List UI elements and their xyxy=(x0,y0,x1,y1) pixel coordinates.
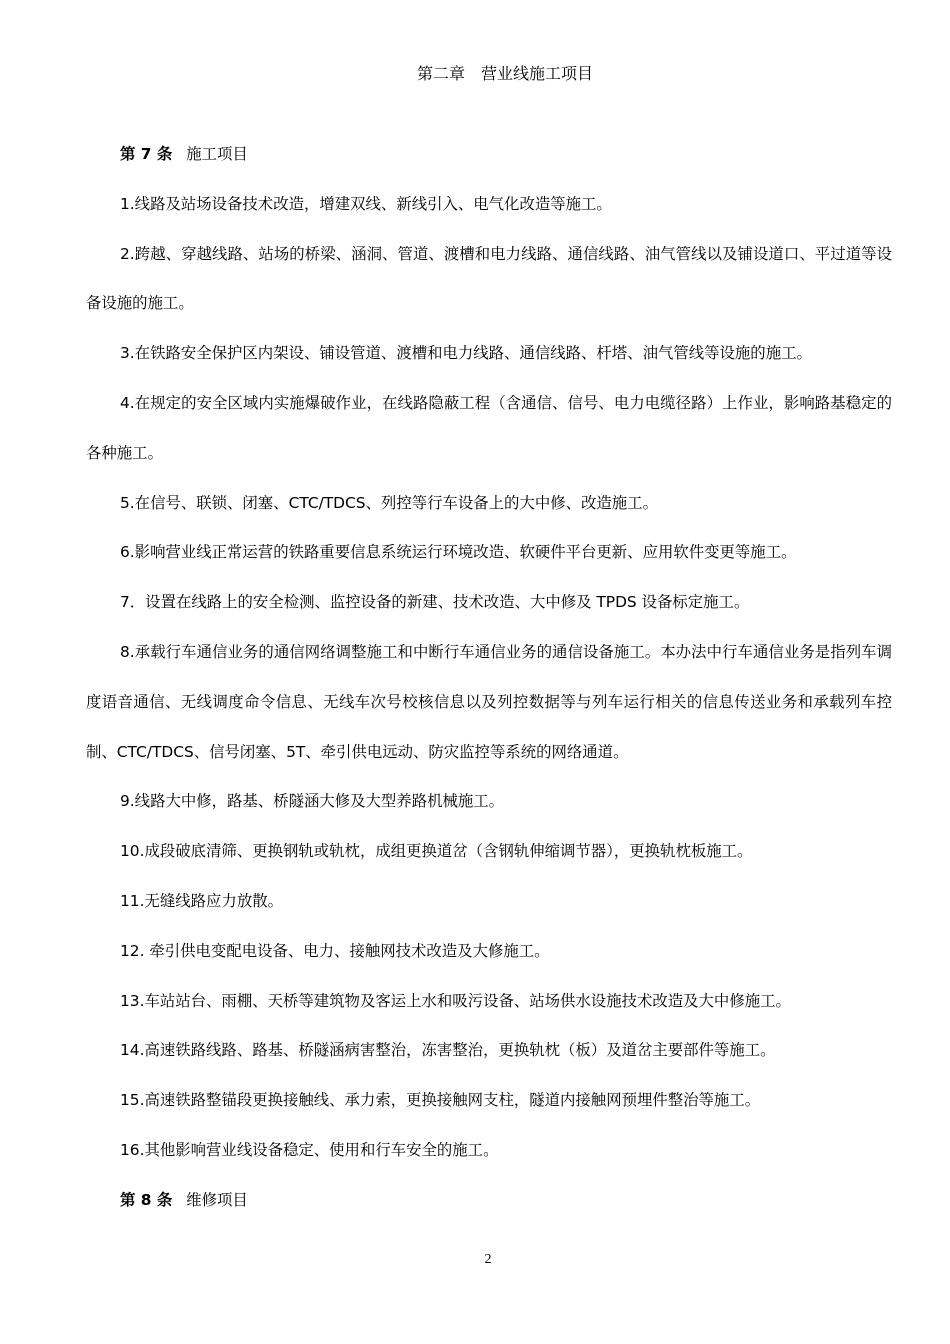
item-9: 9.线路大中修，路基、桥隧涵大修及大型养路机械施工。 xyxy=(120,792,505,811)
item-14: 14.高速铁路线路、路基、桥隧涵病害整治，冻害整治，更换轨枕（板）及道岔主要部件等施工。 xyxy=(120,1041,776,1060)
item-7: 7．设置在线路上的安全检测、监控设备的新建、技术改造、大中修及 TPDS 设备标定施工。 xyxy=(120,593,750,612)
item-10: 10.成段破底清筛、更换钢轨或轨枕，成组更换道岔（含钢轨伸缩调节器），更换轨枕板施工。 xyxy=(120,842,753,861)
article-8-heading xyxy=(86,1176,892,1226)
item-16: 16.其他影响营业线设备稳定、使用和行车安全的施工。 xyxy=(120,1140,499,1159)
page-number: 2 xyxy=(484,1252,492,1267)
item-15: 15.高速铁路整锚段更换接触线、承力索，更换接触网支柱，隧道内接触网预埋件整治等施工。 xyxy=(120,1091,761,1110)
article-7-title: 施工项目 xyxy=(186,145,248,163)
item-3: 3.在铁路安全保护区内架设、铺设管道、渡槽和电力线路、通信线路、杆塔、油气管线等设施的施工。 xyxy=(120,344,812,363)
item-4: 4.在规定的安全区域内实施爆破作业，在线路隐蔽工程（含通信、信号、电力电缆径路）上作业，影响路基稳定的各种施工。 xyxy=(86,393,892,462)
item-2: 2.跨越、穿越线路、站场的桥梁、涵洞、管道、渡槽和电力线路、通信线路、油气管线以及铺设道口、平过道等设备设施的施工。 xyxy=(86,244,892,313)
article-7-heading xyxy=(86,130,892,180)
item-8: 8.承载行车通信业务的通信网络调整施工和中断行车通信业务的通信设备施工。本办法中行车通信业务是指列车调度语音通信、无线调度命令信息、无线车次号校核信息以及列控数据等与列车运行相关的信息传送业务和承载列车控制、CTC/TDCS、信号闭塞、5T、牵引供电远动、防灾监控等系统的网络通道。 xyxy=(86,642,892,761)
article-8-title: 维修项目 xyxy=(186,1190,248,1209)
item-13: 13.车站站台、雨棚、天桥等建筑物及客运上水和吸污设备、站场供水设施技术改造及大中修施工。 xyxy=(120,991,791,1010)
item-11: 11.无缝线路应力放散。 xyxy=(120,891,283,910)
item-6: 6.影响营业线正常运营的铁路重要信息系统运行环境改造、软硬件平台更新、应用软件变更等施工。 xyxy=(120,543,797,562)
document-body xyxy=(86,130,892,1226)
article-8-number: 第 8 条 xyxy=(120,1190,173,1209)
chapter-title: 第二章 营业线施工项目 xyxy=(416,64,593,83)
item-5: 5.在信号、联锁、闭塞、CTC/TDCS、列控等行车设备上的大中修、改造施工。 xyxy=(120,493,658,512)
item-12: 12. 牵引供电变配电设备、电力、接触网技术改造及大修施工。 xyxy=(120,941,550,960)
item-1: 1.线路及站场设备技术改造，增建双线、新线引入、电气化改造等施工。 xyxy=(120,194,612,213)
article-7-number: 第 7 条 xyxy=(120,145,173,163)
